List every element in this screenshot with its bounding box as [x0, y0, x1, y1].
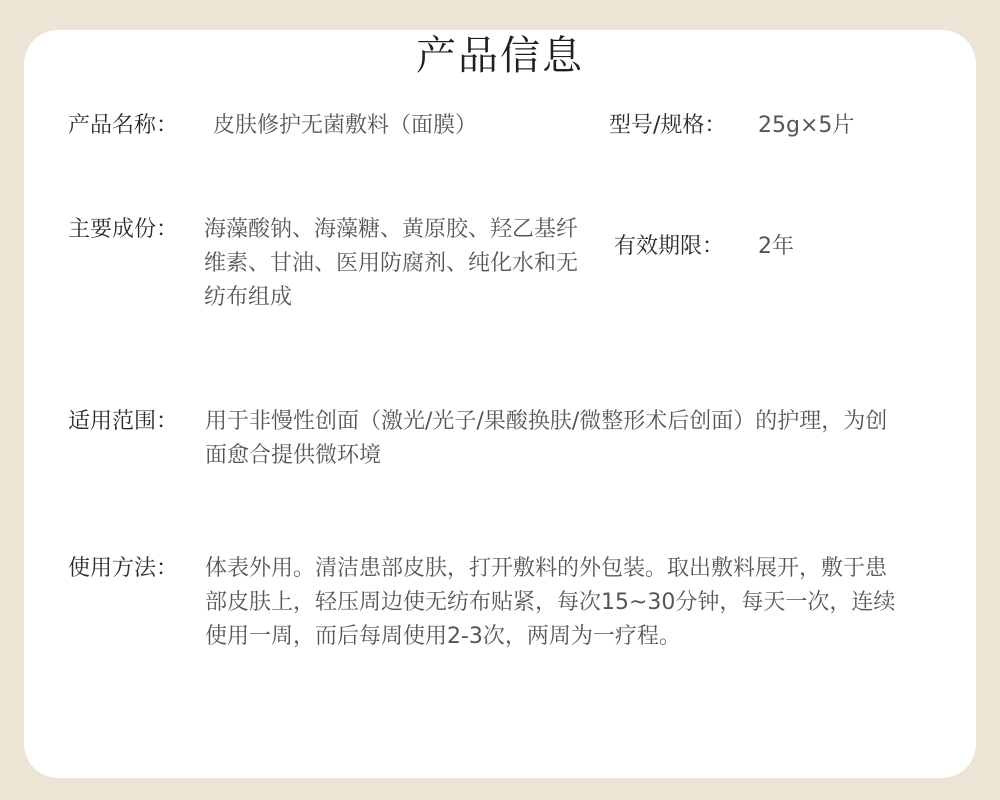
validity-value: 2年	[758, 234, 794, 259]
product-name-value: 皮肤修护无菌敷料（面膜）	[213, 113, 478, 138]
product-name-label: 产品名称：	[68, 113, 179, 138]
validity-label: 有效期限：	[614, 234, 725, 259]
model-value: 25g×5片	[758, 113, 855, 138]
model-label: 型号/规格：	[609, 113, 727, 138]
page-title: 产品信息	[416, 33, 584, 79]
usage-label: 使用方法：	[68, 556, 179, 581]
scope-value: 用于非慢性创面（激光/光子/果酸换肤/微整形术后创面）的护理，为创面愈合提供微环境	[205, 409, 888, 468]
ingredients-label: 主要成份：	[68, 217, 179, 242]
ingredients-value: 海藻酸钠、海藻糖、黄原胶、羟乙基纤维素、甘油、医用防腐剂、纯化水和无纺布组成	[204, 217, 579, 310]
scope-label: 适用范围：	[68, 409, 179, 434]
usage-value: 体表外用。清洁患部皮肤，打开敷料的外包装。取出敷料展开，敷于患部皮肤上，轻压周边使无纺布贴紧，每次15~30分钟，每天一次，连续使用一周，而后每周使用2-3次，两周为一疗程。	[205, 556, 896, 649]
